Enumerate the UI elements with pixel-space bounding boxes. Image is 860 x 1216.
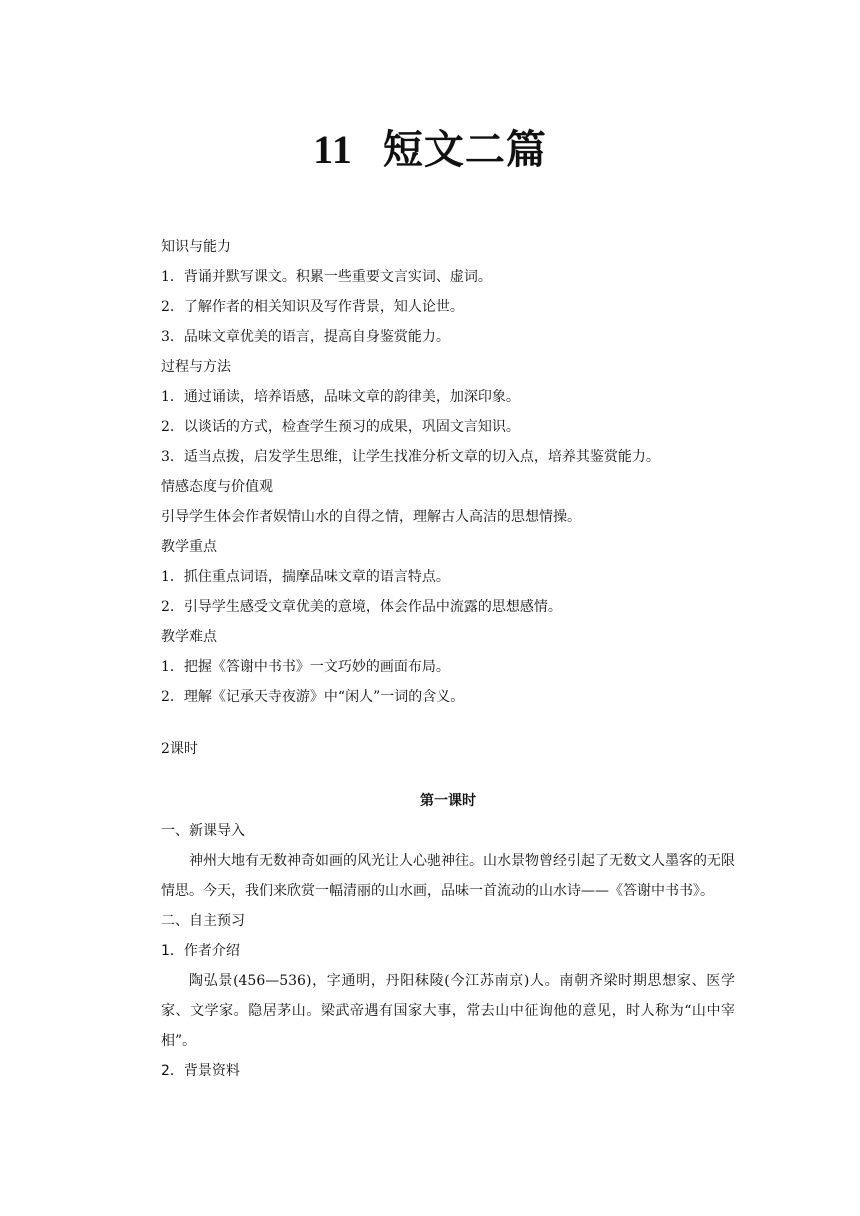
list-item: 2．以谈话的方式，检查学生预习的成果，巩固文言知识。	[161, 419, 520, 435]
list-item: 2．了解作者的相关知识及写作背景，知人论世。	[161, 299, 464, 315]
section-heading: 知识与能力	[161, 239, 231, 255]
part-heading: 二、自主预习	[161, 913, 245, 929]
document-body	[161, 232, 735, 1086]
list-item: 3．适当点拨，启发学生思维，让学生找准分析文章的切入点，培养其鉴赏能力。	[161, 449, 660, 465]
list-item: 1．背诵并默写课文。积累一些重要文言实词、虚词。	[161, 269, 492, 285]
class-hours: 2课时	[161, 741, 198, 757]
section-heading: 教学难点	[161, 629, 217, 645]
list-item: 1．通过诵读，培养语感，品味文章的韵律美，加深印象。	[161, 389, 520, 405]
section-heading: 教学重点	[161, 539, 217, 555]
lesson-name: 短文二篇	[382, 127, 547, 173]
objective-section	[161, 472, 735, 532]
section-heading: 情感态度与价值观	[161, 479, 273, 495]
list-item: 引导学生体会作者娱情山水的自得之情，理解古人高洁的思想情操。	[161, 509, 581, 525]
objective-section	[161, 352, 735, 472]
page-title	[0, 118, 860, 175]
objective-section	[161, 232, 735, 352]
sub-heading: 1．作者介绍	[161, 943, 240, 959]
author-paragraph: 陶弘景(456—536)，字通明，丹阳秣陵(今江苏南京)人。南朝齐梁时期思想家、医学家、文学家。隐居茅山。梁武帝遇有国家大事，常去山中征询他的意见，时人称为“山中宰相”。	[161, 973, 735, 1049]
lesson-number: 11	[313, 127, 353, 172]
section-heading: 过程与方法	[161, 359, 231, 375]
list-item: 1．把握《答谢中书书》一文巧妙的画面布局。	[161, 659, 450, 675]
intro-paragraph: 神州大地有无数神奇如画的风光让人心驰神往。山水景物曾经引起了无数文人墨客的无限情思。今天，我们来欣赏一幅清丽的山水画，品味一首流动的山水诗——《答谢中书书》。	[161, 853, 735, 899]
list-item: 2．理解《记承天寺夜游》中“闲人”一词的含义。	[161, 689, 465, 705]
part-heading: 一、新课导入	[161, 823, 245, 839]
sub-heading: 2．背景资料	[161, 1063, 240, 1079]
lesson-heading: 第一课时	[420, 793, 476, 809]
objective-section	[161, 532, 735, 622]
objective-section	[161, 622, 735, 712]
list-item: 1．抓住重点词语，揣摩品味文章的语言特点。	[161, 569, 450, 585]
list-item: 2．引导学生感受文章优美的意境，体会作品中流露的思想感情。	[161, 599, 562, 615]
list-item: 3．品味文章优美的语言，提高自身鉴赏能力。	[161, 329, 450, 345]
